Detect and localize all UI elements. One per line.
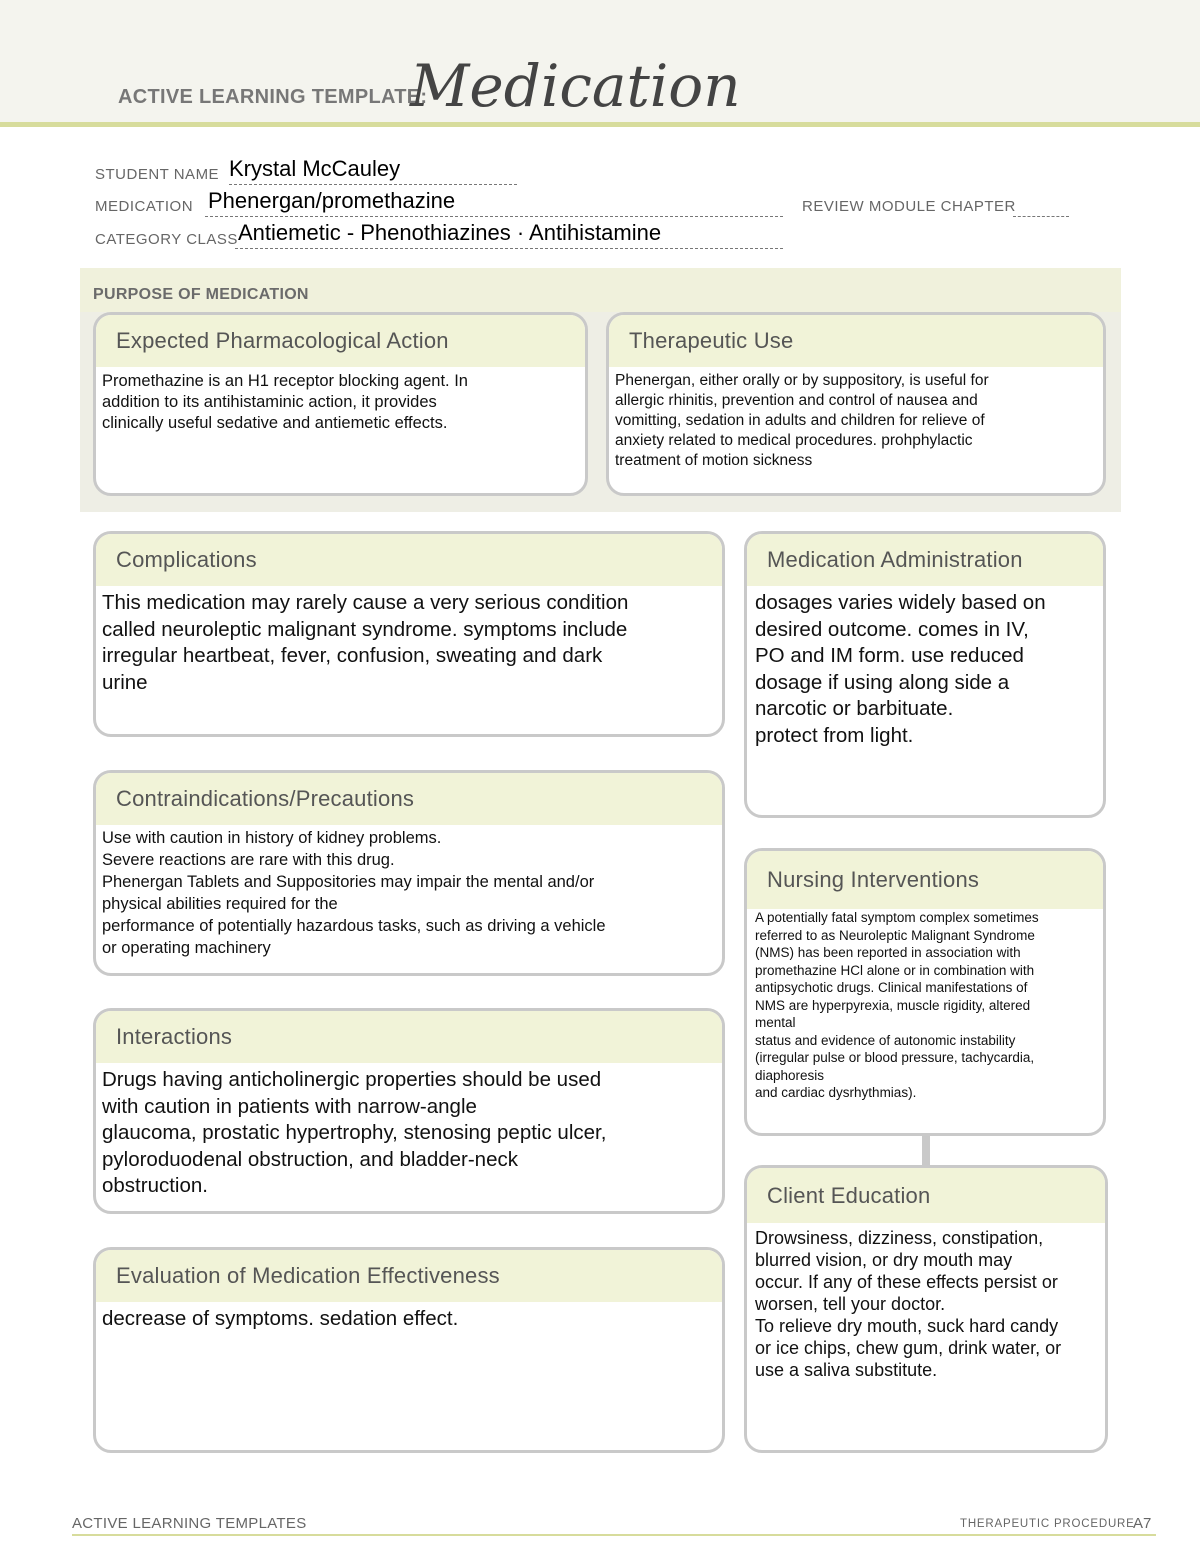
expected-action-box [93,312,588,496]
administration-text[interactable]: dosages varies widely based on desired outcome. comes in IV, PO and IM form. use reduced dosage if using along side a narcotic or barbituate. protect from light. [755,591,1046,747]
evaluation-heading: Evaluation of Medication Effectiveness [96,1250,722,1302]
medication-underline [205,216,783,217]
therapeutic-use-box [606,312,1106,496]
contraindications-box [93,770,725,976]
complications-heading: Complications [96,534,722,586]
footer-left: ACTIVE LEARNING TEMPLATES [72,1515,307,1532]
footer-rule [72,1534,1156,1536]
complications-box [93,531,725,737]
student-name-label: STUDENT NAME [95,166,220,183]
interactions-text[interactable]: Drugs having anticholinergic properties should be used with caution in patients with narrow-angle glaucoma, prostatic hypertrophy, stenosing peptic ulcer, pyloroduodenal obstruction, and bladder-neck obstruction. [102,1068,607,1197]
footer-page-number: A7 [1133,1515,1152,1532]
evaluation-box [93,1247,725,1453]
therapeutic-use-heading: Therapeutic Use [609,315,1103,367]
category-class-field[interactable]: Antiemetic - Phenothiazines · Antihistamine [238,220,662,245]
expected-action-heading: Expected Pharmacological Action [96,315,585,367]
nursing-interventions-text[interactable]: A potentially fatal symptom complex sometimes referred to as Neuroleptic Malignant Syndrome (NMS) has been reported in association with promethazine HCl alone or in combination with antipsychotic drugs. Clinical manifestations of NMS are hyperpyrexia, muscle rigidity, altered mental status and evidence of autonomic instability (irregular pulse or blood pressure, tachycardia, diaphoresis and cardiac dysrhythmias). [755,910,1039,1100]
contraindications-text[interactable]: Use with caution in history of kidney problems. Severe reactions are rare with this drug. Phenergan Tablets and Suppositories may impair the mental and/or physical abilities required for the performance of potentially hazardous tasks, such as driving a vehicle or operating machinery [102,829,606,957]
contraindications-heading: Contraindications/Precautions [96,773,722,825]
purpose-title: PURPOSE OF MEDICATION [93,286,309,303]
nursing-interventions-box [744,848,1106,1136]
expected-action-text[interactable]: Promethazine is an H1 receptor blocking agent. In addition to its antihistaminic action, it provides clinically useful sedative and antiemetic effects. [102,372,468,432]
category-class-underline [235,248,783,249]
student-name-underline [229,184,517,185]
page-title: Medication [410,52,741,120]
category-class-label: CATEGORY CLASS [95,231,238,248]
medication-field[interactable]: Phenergan/promethazine [208,188,456,213]
client-education-text[interactable]: Drowsiness, dizziness, constipation, blurred vision, or dry mouth may occur. If any of these effects persist or worsen, tell your doctor. To relieve dry mouth, suck hard candy or ice chips, chew gum, drink water, or use a saliva substitute. [755,1228,1062,1380]
administration-box [744,531,1106,818]
evaluation-text[interactable]: decrease of symptoms. sedation effect. [102,1307,459,1330]
template-label: ACTIVE LEARNING TEMPLATE: [118,86,428,108]
complications-text[interactable]: This medication may rarely cause a very serious condition called neuroleptic malignant syndrome. symptoms include irregular heartbeat, fever, confusion, sweating and dark urine [102,591,629,694]
nursing-interventions-heading: Nursing Interventions [747,851,1103,909]
header-rule [0,122,1200,127]
student-name-field[interactable]: Krystal McCauley [229,156,401,181]
connector-bar [922,1134,930,1168]
therapeutic-use-text[interactable]: Phenergan, either orally or by suppository, is useful for allergic rhinitis, prevention and control of nausea and vomitting, sedation in adults and children for relieve of anxiety related to medical procedures. prohphylactic treatment of motion sickness [615,372,989,469]
review-module-label: REVIEW MODULE CHAPTER [802,198,1016,215]
client-education-heading: Client Education [747,1168,1105,1223]
medication-label: MEDICATION [95,198,194,215]
footer-right: THERAPEUTIC PROCEDURE [960,1518,1135,1530]
client-education-box [744,1165,1108,1453]
administration-heading: Medication Administration [747,534,1103,586]
interactions-heading: Interactions [96,1011,722,1063]
review-module-underline [1013,216,1069,217]
interactions-box [93,1008,725,1214]
